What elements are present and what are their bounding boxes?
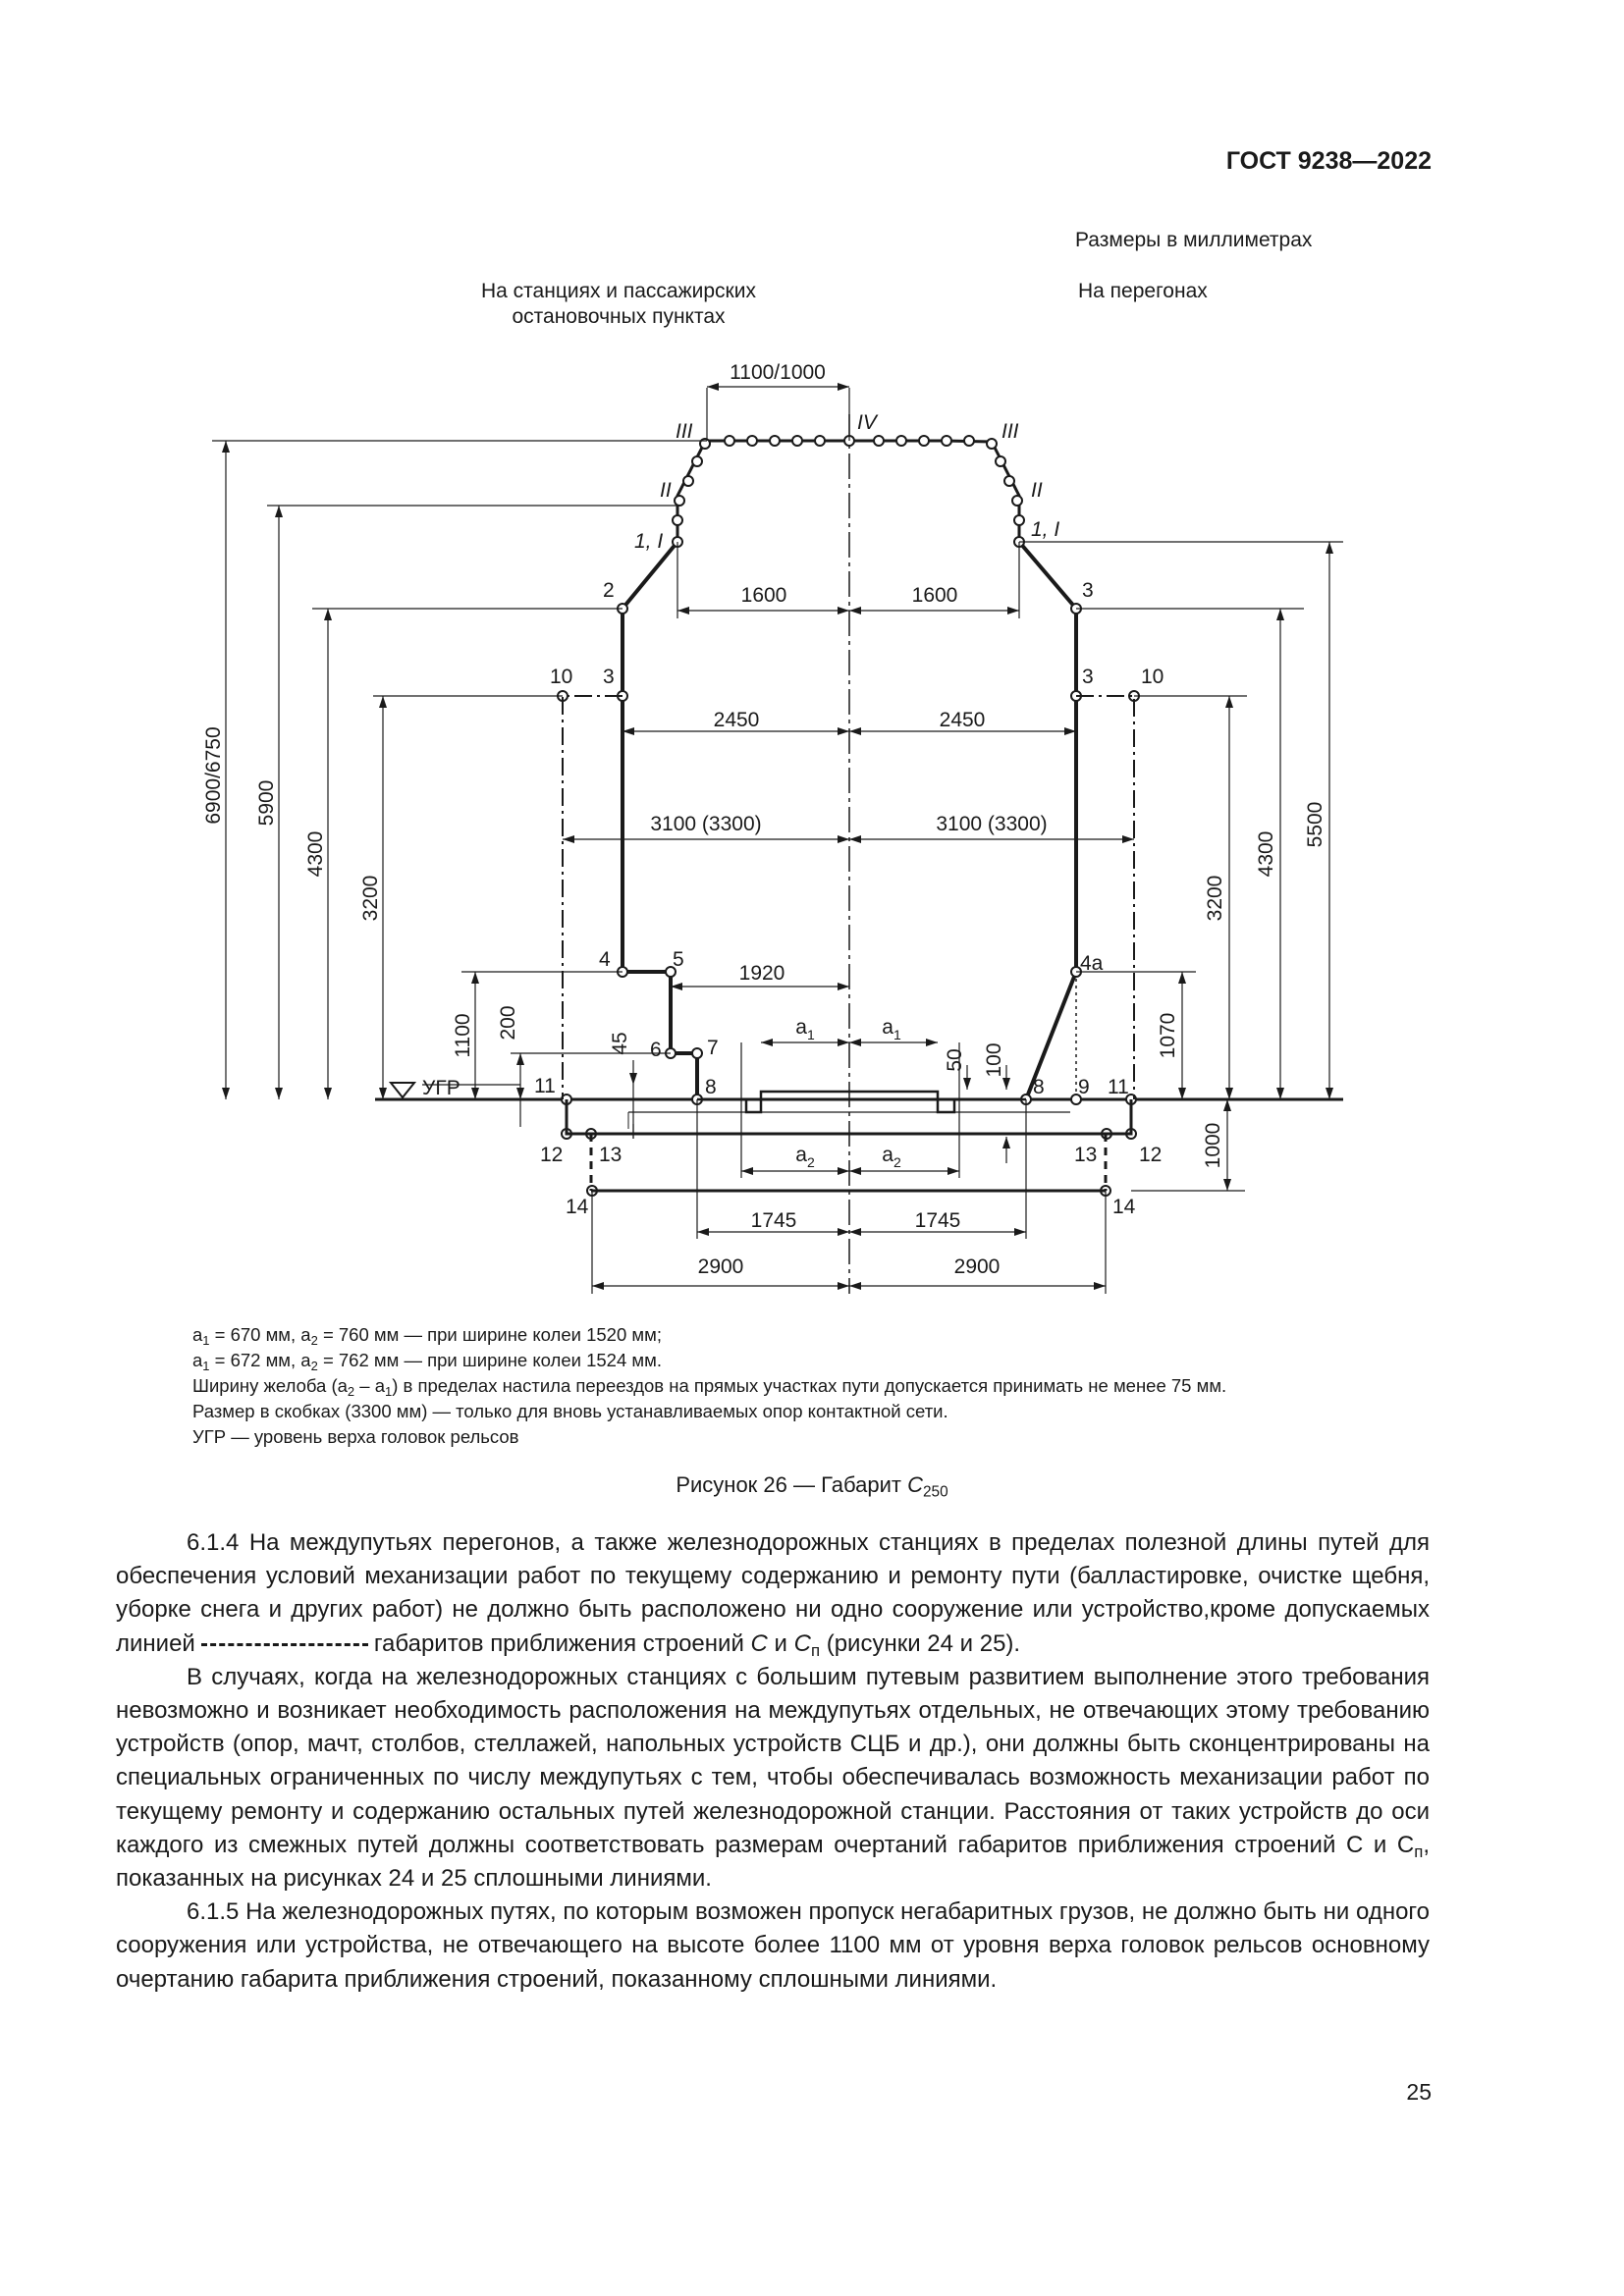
dim-1600-left: 1600: [740, 584, 787, 607]
a2-left-label: $a_2$: [795, 1144, 815, 1170]
label-14-right: 14: [1112, 1196, 1136, 1218]
a1-left-label: $a_1$: [795, 1016, 815, 1042]
label-3-right: 3: [1082, 666, 1094, 688]
label-6: 6: [650, 1039, 662, 1061]
label-12-left: 12: [540, 1144, 564, 1166]
dim-1745-left: 1745: [750, 1209, 797, 1232]
dim-4300-left: 4300: [304, 830, 327, 878]
dim-1920: 1920: [738, 962, 785, 985]
label-5: 5: [673, 948, 684, 971]
upper-outline-points: [673, 436, 1024, 547]
label-IV: IV: [857, 411, 877, 434]
document-code: ГОСТ 9238—2022: [1225, 147, 1432, 175]
dim-3100-right: 3100 (3300): [936, 813, 1048, 835]
right-heading: На перегонах: [1078, 280, 1208, 302]
dim-5900: 5900: [255, 779, 278, 827]
a2-right-label: $a_2$: [882, 1144, 901, 1170]
body-text: [116, 1526, 1430, 1997]
dim-1000: 1000: [1202, 1122, 1224, 1169]
dim-45: 45: [609, 1032, 631, 1055]
note-3: Ширину желоба $(a_2 - a_1)$ в пределах настила переездов на прямых участках пути допускается принимать не менее 75 мм.: [192, 1375, 1227, 1399]
label-2: 2: [603, 579, 615, 602]
dim-2900-left: 2900: [697, 1255, 744, 1278]
dim-6900: 6900/6750: [202, 726, 225, 825]
dim-2450-left: 2450: [713, 709, 760, 731]
dim-3200-right: 3200: [1204, 875, 1226, 922]
label-10-left: 10: [550, 666, 573, 688]
dim-top-width: 1100/1000: [730, 361, 826, 384]
note-2: $a_1 = 672$ мм, $a_2 = 762$ мм — при ширине колеи 1524 мм.: [192, 1350, 662, 1373]
label-II-right: II: [1031, 479, 1043, 502]
note-1: $a_1 = 670$ мм, $a_2 = 760$ мм — при ширине колеи 1520 мм;: [192, 1324, 662, 1348]
dim-50: 50: [944, 1048, 966, 1072]
dim-3100-left: 3100 (3300): [650, 813, 762, 835]
label-I-left: 1, I: [634, 530, 664, 553]
dim-100: 100: [983, 1042, 1005, 1078]
vertical-dimensions: [226, 441, 1329, 1191]
label-8-right: 8: [1033, 1076, 1045, 1098]
dim-200: 200: [497, 1005, 519, 1041]
label-I-right: 1, I: [1031, 518, 1060, 541]
dim-1745-right: 1745: [914, 1209, 961, 1232]
label-4a: 4a: [1080, 952, 1104, 975]
note-4: Размер в скобках (3300 мм) — только для вновь устанавливаемых опор контактной сети.: [192, 1401, 948, 1421]
ugr-label: УГР: [422, 1077, 460, 1099]
note-5: УГР — уровень верха головок рельсов: [192, 1426, 519, 1447]
dim-2900-right: 2900: [953, 1255, 1001, 1278]
dim-1070: 1070: [1157, 1012, 1179, 1059]
figure-notes: [192, 1322, 1226, 1450]
label-13-left: 13: [599, 1144, 623, 1166]
label-3-left: 3: [603, 666, 615, 688]
page-number: 25: [1406, 2079, 1432, 2105]
paragraph-6-1-4: 6.1.4 На междупутьях перегонов, а также железнодорожных станциях в пределах полезной длины путей для обеспечения условий механизации работ по текущему содержанию и ремонту пути (балластировке, очистке щебня, уборке снега и других работ) не должно быть расположено ни одно сооружение или устройство,кроме допускаемых линией габаритов приближения строений С и $С_п$ (рисунки 24 и 25).: [116, 1529, 1430, 1660]
upper-outline: [677, 441, 1019, 542]
label-13-right: 13: [1074, 1144, 1098, 1166]
outline-points: [558, 604, 1139, 1196]
left-heading-line1: На станциях и пассажирских: [481, 280, 756, 302]
extension-lines: [212, 388, 1343, 1294]
dash-dot-line-sample: [201, 1643, 368, 1646]
label-11-left: 11: [534, 1075, 556, 1097]
label-11-right: 11: [1108, 1076, 1129, 1098]
label-III-right: III: [1001, 420, 1019, 443]
label-II-left: II: [660, 479, 672, 502]
dim-1600-right: 1600: [911, 584, 958, 607]
label-4: 4: [599, 948, 611, 971]
label-7: 7: [707, 1037, 719, 1059]
a1-right-label: $a_1$: [882, 1016, 901, 1042]
dim-4300-right: 4300: [1255, 830, 1277, 878]
label-12-right: 12: [1139, 1144, 1163, 1166]
left-heading-line2: остановочных пунктах: [512, 305, 726, 328]
dashdot-outline-right: [1076, 696, 1134, 1099]
figure-caption: Рисунок 26 — Габарит $С_{250}$: [676, 1472, 948, 1501]
label-14-left: 14: [566, 1196, 589, 1218]
paragraph-6-1-5: 6.1.5 На железнодорожных путях, по которым возможен пропуск негабаритных грузов, не должно быть ни одного сооружения или устройства, не отвечающего на высоте более 1100 мм от уровня верха головок рельсов основному очертанию габарита приближения строений, показанному сплошными линиями.: [116, 1898, 1430, 1993]
units-note: Размеры в миллиметрах: [1075, 229, 1313, 251]
label-9: 9: [1078, 1076, 1090, 1098]
ugr-triangle-icon: [391, 1083, 414, 1097]
label-8-left: 8: [705, 1076, 717, 1098]
rail-profile: [697, 1092, 1026, 1112]
label-3-right-top: 3: [1082, 579, 1094, 602]
dim-3200-left: 3200: [359, 875, 382, 922]
paragraph-cases: В случаях, когда на железнодорожных станциях с большим путевым развитием выполнение этого требования невозможно и возникает необходимость расположения на междупутьях отдельных, не отвечающих этому требованию устройств (опор, мачт, столбов, стеллажей, напольных устройств СЦБ и др.), они должны быть сконцентрированы на специальных ограниченных по числу междупутьях с тем, чтобы обеспечивалась возможность механизации работ по текущему ремонту и содержанию остальных путей железнодорожной станции. Расстояния от таких устройств до оси каждого из смежных путей должны соответствовать размерам очертаний габаритов приближения строений С и $С_п$, показанных на рисунках 24 и 25 сплошными линиями.: [116, 1663, 1430, 1893]
label-10-right: 10: [1141, 666, 1164, 688]
dim-5500: 5500: [1304, 801, 1326, 848]
dim-2450-right: 2450: [939, 709, 986, 731]
dim-1100: 1100: [452, 1013, 474, 1058]
label-III-left: III: [676, 420, 693, 443]
